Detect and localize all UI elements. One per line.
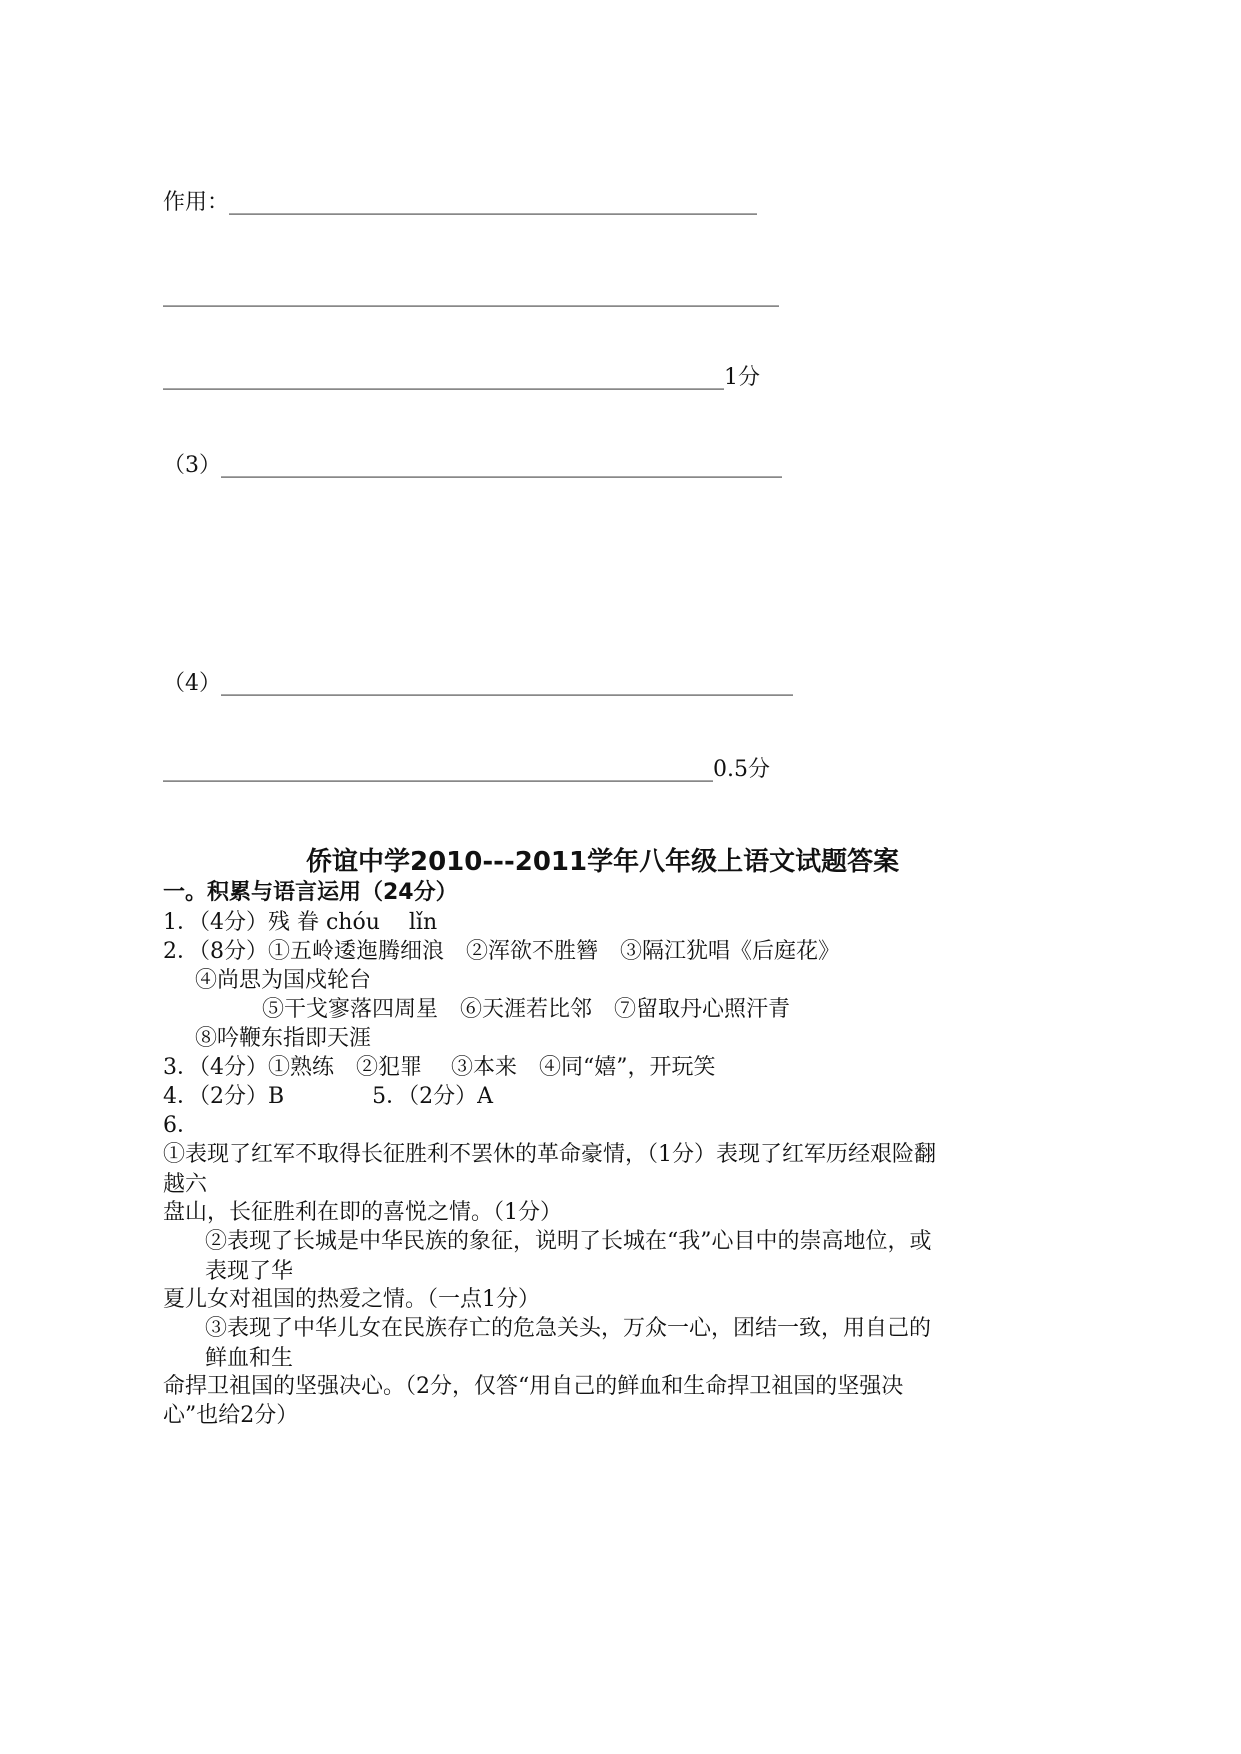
answer-paragraph: ①表现了红军不取得长征胜利不罢休的革命豪情，（1分）表现了红军历经艰险翻越六 — [163, 1142, 936, 1197]
answer-blank-line: ________________________________________________________ — [163, 282, 779, 307]
answer-blank-q3: （3）___________________________________________________ — [163, 453, 782, 478]
answer-line: 心”也给2分） — [163, 1403, 299, 1428]
section-heading: 一。积累与语言运用（24分） — [163, 880, 458, 905]
answer-paragraph: ②表现了长城是中华民族的象征，说明了长城在“我”心目中的崇高地位，或表现了华 — [205, 1229, 932, 1284]
answer-line: 4．（2分）B 5．（2分）A — [163, 1084, 494, 1109]
answer-line: 夏儿女对祖国的热爱之情。（一点1分） — [163, 1287, 540, 1312]
answer-blank-05pt: __________________________________________________0.5分 — [163, 757, 770, 782]
answer-line: 6． — [163, 1113, 199, 1138]
answer-line: ④尚思为国戍轮台 — [195, 968, 372, 993]
answer-line: 2．（8分）①五岭逶迤腾细浪 ②浑欲不胜簪 ③隔江犹唱《后庭花》 — [163, 939, 840, 964]
answer-line: 盘山，长征胜利在即的喜悦之情。（1分） — [163, 1200, 562, 1225]
answer-line: ⑤干戈寥落四周星 ⑥天涯若比邻 ⑦留取丹心照汗青 — [262, 997, 791, 1022]
answer-line: 命捍卫祖国的坚强决心。（2分，仅答“用自己的鲜血和生命捍卫祖国的坚强决 — [163, 1374, 904, 1399]
answer-line: 1．（4分）残 眷 chóu lǐn — [163, 910, 438, 935]
answer-blank-q4: （4）____________________________________________________ — [163, 671, 793, 696]
answer-line: 3．（4分）①熟练 ②犯罪 ③本来 ④同“嬉”，开玩笑 — [163, 1055, 716, 1080]
answer-paragraph: ③表现了中华儿女在民族存亡的危急关头，万众一心，团结一致，用自己的鲜血和生 — [205, 1316, 932, 1371]
answer-blank-1pt: ___________________________________________________1分 — [163, 365, 760, 390]
answer-blank-function: 作用：________________________________________________ — [163, 190, 758, 215]
answer-line: ⑧吟鞭东指即天涯 — [195, 1026, 372, 1051]
answer-key-title: 侨谊中学2010---2011学年八年级上语文试题答案 — [306, 847, 900, 877]
